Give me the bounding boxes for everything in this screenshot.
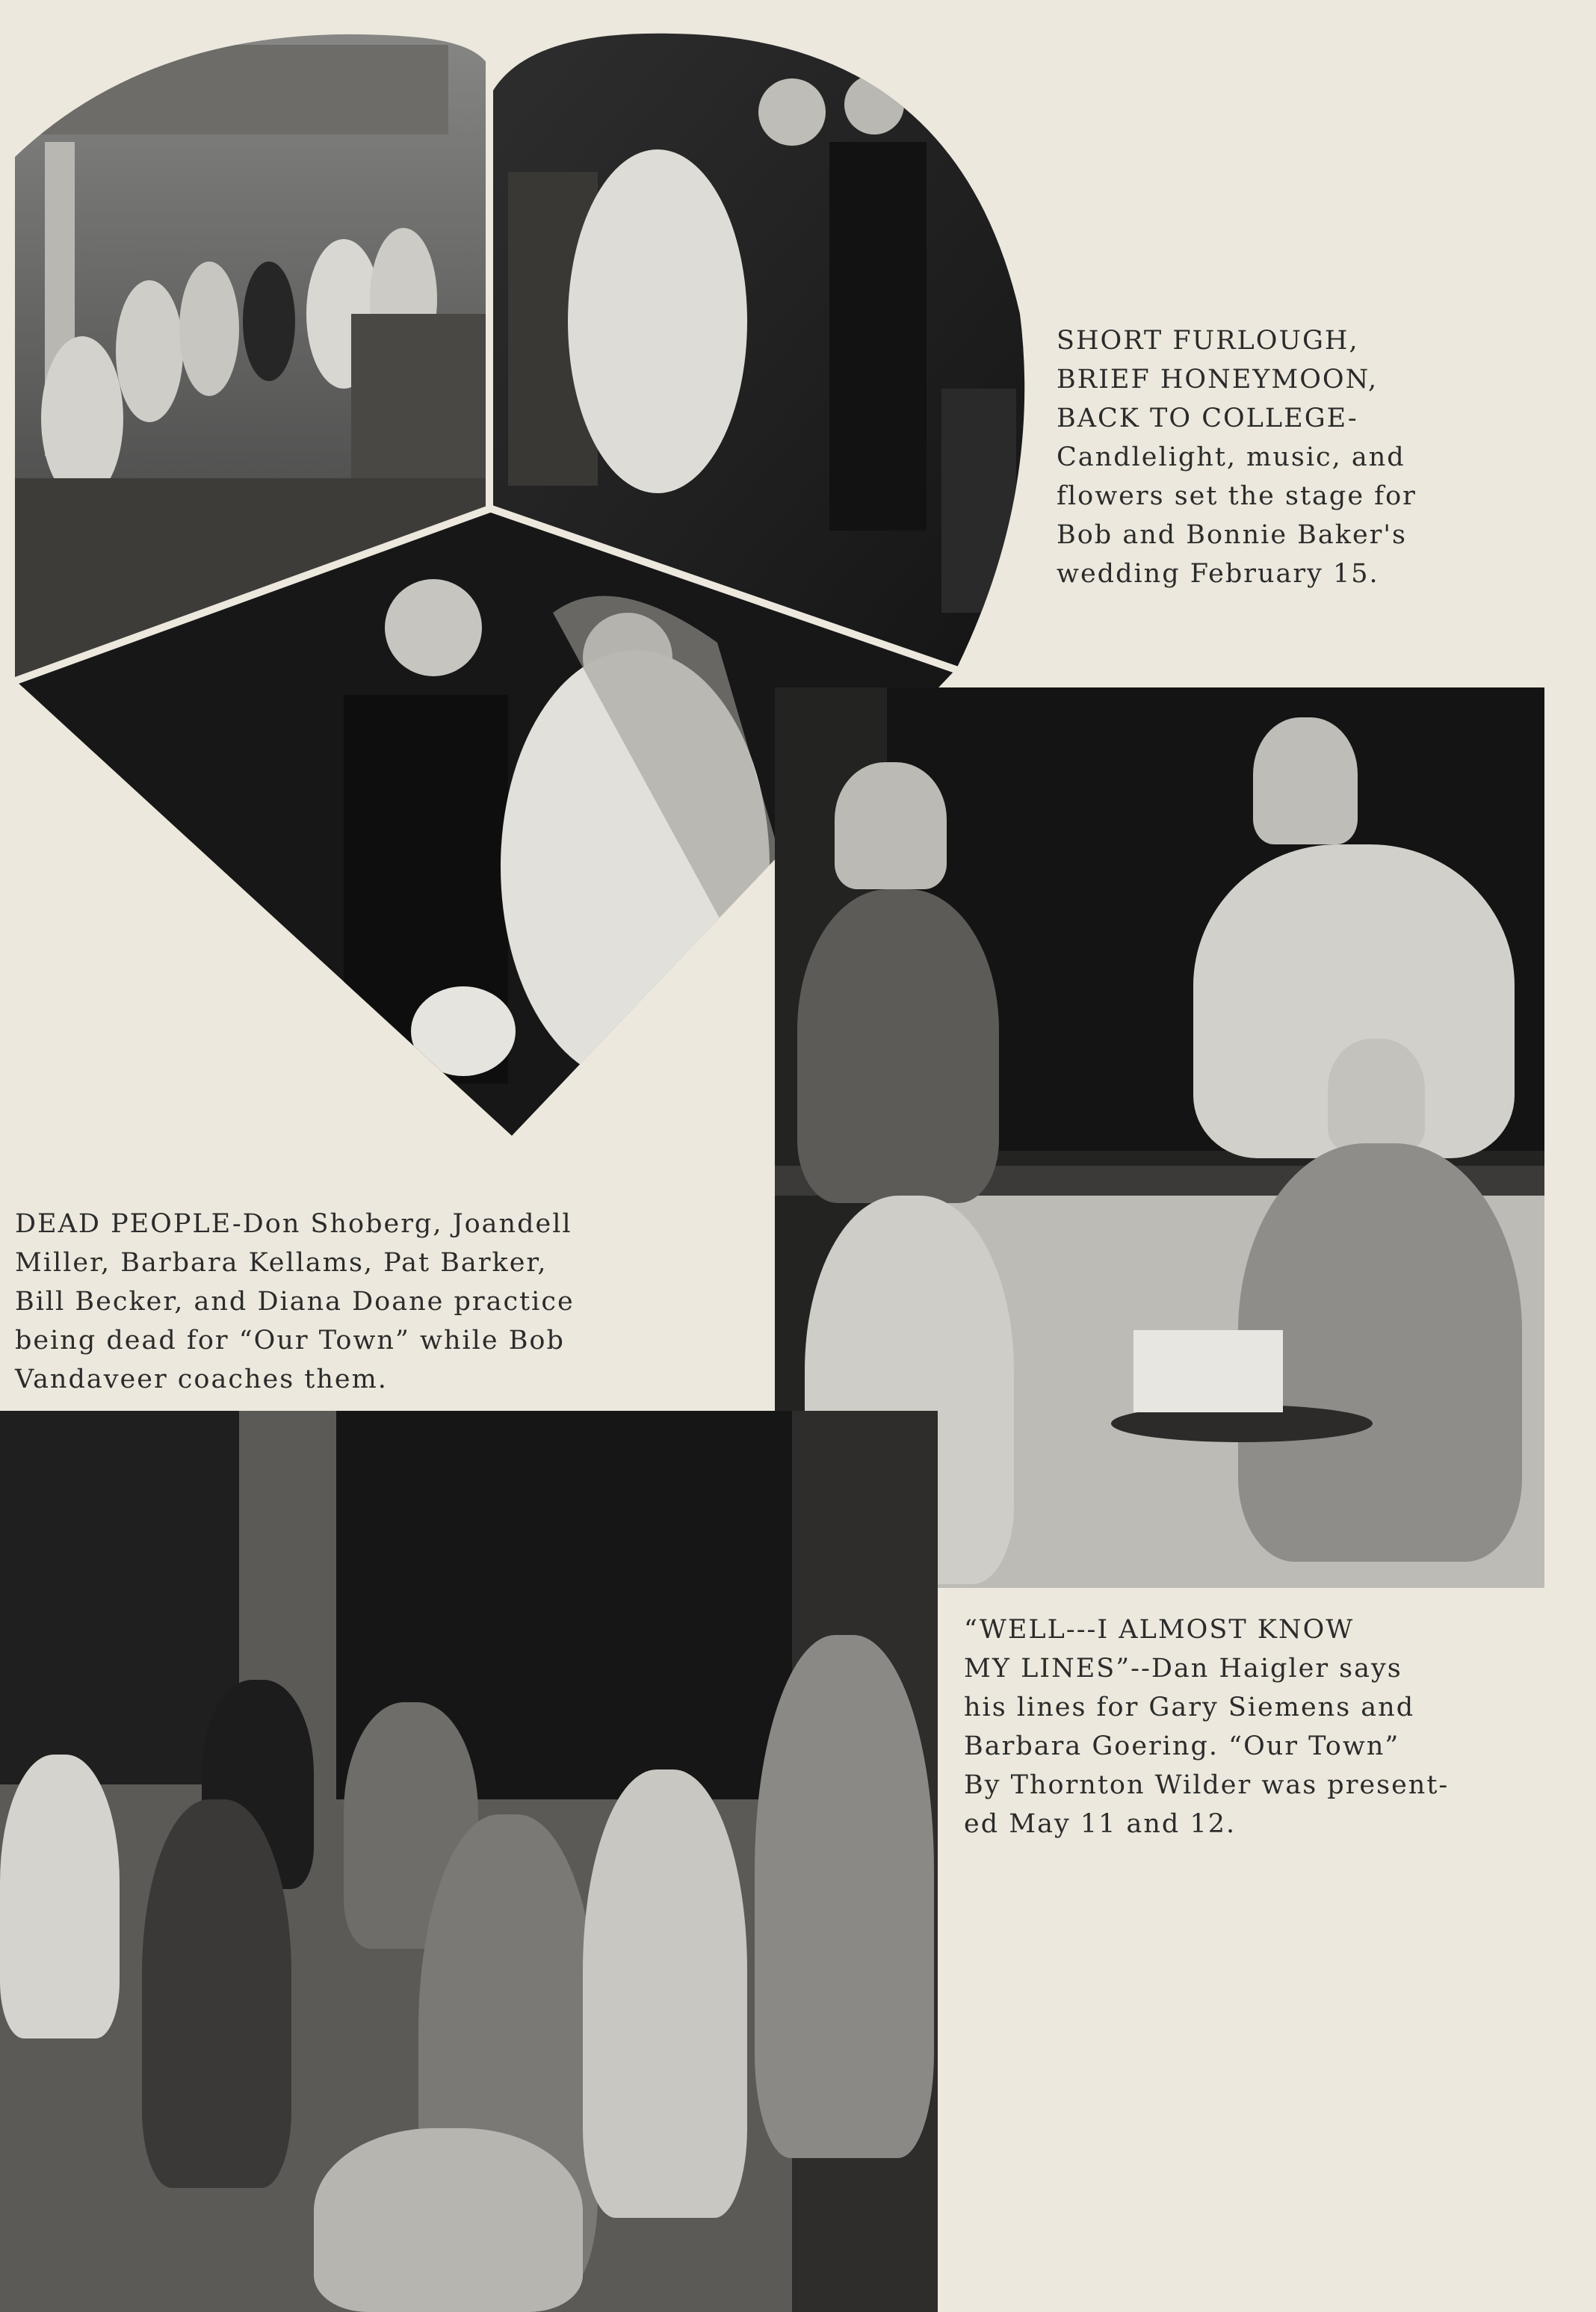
caption-line: By Thornton Wilder was present- xyxy=(964,1770,1450,1800)
caption-dead-people xyxy=(15,1205,575,1399)
caption-line: Vandaveer coaches them. xyxy=(15,1364,388,1394)
caption-line: BACK TO COLLEGE- xyxy=(1057,404,1358,433)
caption-line: Candlelight, music, and xyxy=(1057,442,1405,472)
caption-well-i-almost-know xyxy=(964,1610,1449,1843)
caption-line: Barbara Goering. “Our Town” xyxy=(964,1731,1400,1761)
caption-line: Miller, Barbara Kellams, Pat Barker, xyxy=(15,1248,548,1278)
caption-line: DEAD PEOPLE-Don Shoberg, Joandell xyxy=(15,1209,572,1239)
caption-line: BRIEF HONEYMOON, xyxy=(1057,365,1379,395)
caption-line: MY LINES”--Dan Haigler says xyxy=(964,1654,1402,1684)
caption-line: flowers set the stage for xyxy=(1057,481,1417,511)
caption-line: SHORT FURLOUGH, xyxy=(1057,326,1359,356)
caption-short-furlough xyxy=(1057,321,1417,593)
caption-line: being dead for “Our Town” while Bob xyxy=(15,1326,565,1356)
caption-line: Bob and Bonnie Baker's xyxy=(1057,520,1407,550)
caption-line: ed May 11 and 12. xyxy=(964,1809,1237,1839)
photo-dead-people-our-town xyxy=(0,1411,938,2312)
caption-line: “WELL---I ALMOST KNOW xyxy=(964,1615,1355,1645)
caption-line: Bill Becker, and Diana Doane practice xyxy=(15,1287,575,1317)
caption-line: wedding February 15. xyxy=(1057,559,1379,589)
caption-line: his lines for Gary Siemens and xyxy=(964,1693,1415,1722)
